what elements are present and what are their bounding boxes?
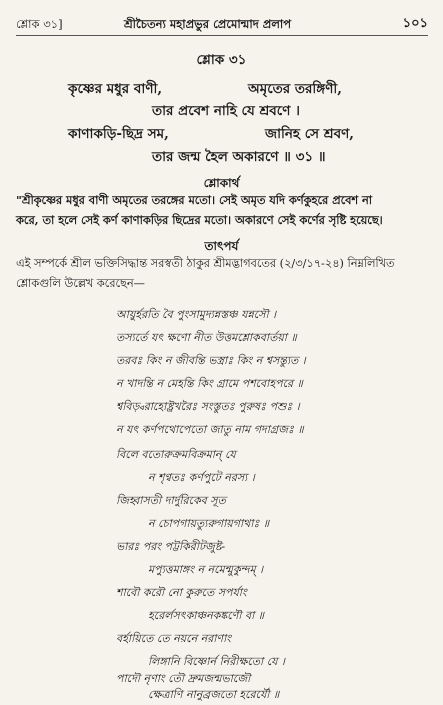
- translation-line: "শ্রীকৃষ্ণের মধুর বাণী অমৃতের তরঙ্গের মতো। সেই অমৃত যদি কর্ণকুহরে প্রবেশ না: [16, 193, 373, 207]
- sanskrit-line: ভারঃ পরং পট্টকিরীটজুষ্ট-: [116, 540, 226, 553]
- sanskrit-line: ন চোপগায়ত্যুরুগায়গাথাঃ ॥: [148, 517, 270, 530]
- purport-text: [16, 254, 428, 294]
- sanskrit-line: শ্ববিড়্বরাহোষ্ট্রখরৈঃ সংস্তুতঃ পুরুষঃ পশুঃ ।: [116, 400, 300, 413]
- purport-line: শ্লোকগুলি উল্লেখ করেছেন—: [16, 277, 145, 290]
- header-rule: [16, 35, 428, 36]
- sanskrit-line: শাবৌ করৌ নো কুরুতে সপর্যাং: [116, 586, 247, 599]
- sanskrit-line: ন যৎ কর্ণপথোপেতো জাতু নাম গদাগ্রজঃ ॥: [116, 423, 304, 436]
- translation-text: [16, 190, 428, 230]
- header-verse-ref: শ্লোক ৩১]: [16, 17, 63, 31]
- sanskrit-line: জিহ্বাসতী দার্দুরিকেব সূত: [116, 494, 226, 507]
- translation-line: করে, তা হলে সেই কর্ণ কাণাকড়ির ছিদ্রের মতো। অকারণে সেই কর্ণের সৃষ্টি হয়েছে।: [16, 213, 383, 227]
- sanskrit-line: বর্হায়িতে তে নয়নে নরাণাং: [116, 632, 232, 645]
- verse-line-2: তার প্রবেশ নাহি যে শ্রবণে ।: [152, 103, 300, 119]
- sanskrit-line: বিলে বতোরুক্রমবিক্রমান্ যে: [116, 448, 236, 461]
- sanskrit-line: হরের্লসৎকাঞ্চনকঙ্কণৌ বা ॥: [148, 609, 264, 622]
- sanskrit-line: ক্ষেত্রাণি নানুব্রজতো হরের্যৌ ॥: [148, 688, 280, 701]
- sanskrit-line: ন খাদন্তি ন মেহন্তি কিং গ্রামে পশবোহপরে ॥: [116, 377, 303, 390]
- verse-line-1a: কৃষ্ণের মধুর বাণী,: [68, 81, 163, 97]
- sanskrit-line: লিঙ্গানি বিষ্ণোর্ন নিরীক্ষতো যে ।: [148, 655, 285, 668]
- sanskrit-line: ন শৃণ্বতঃ কর্ণপুটে নরস্য ।: [148, 471, 255, 484]
- sanskrit-line: পাদৌ নৃণাং তৌ দ্রুমজন্মভাজৌ: [116, 672, 251, 685]
- sanskrit-line: তস্যর্তে যৎ ক্ষণো নীত উত্তমশ্লোকবার্তয়া ॥: [116, 331, 297, 344]
- translation-heading: শ্লোকার্থ: [203, 176, 240, 190]
- sanskrit-line: আয়ুর্হরতি বৈ পুংসামুদ্যন্নস্তঞ্চ যন্নসৌ ।: [116, 308, 277, 321]
- verse-line-3a: কাণাকড়ি-ছিদ্র সম,: [68, 126, 169, 142]
- running-header: [16, 14, 428, 36]
- sanskrit-line: মপ্যুত্তমাঙ্গং ন নমেন্মুকুন্দম্ ।: [148, 563, 263, 576]
- sanskrit-line: তরবঃ কিং ন জীবন্তি ভস্ত্রাঃ কিং ন শ্বসন্ত্যুত ।: [116, 354, 306, 367]
- purport-line: এই সম্পর্কে শ্রীল ভক্তিসিদ্ধান্ত সরস্বতী ঠাকুর শ্রীমদ্ভাগবতের (২/৩/১৭-২৪) নিম্নলিখিত: [16, 257, 395, 270]
- verse-line-3b: জানিহ সে শ্রবণ,: [265, 126, 354, 142]
- verse-line-1b: অমৃতের তরঙ্গিণী,: [248, 81, 342, 97]
- page-number: ১০১: [402, 16, 428, 31]
- verse-line-4: তার জন্ম হৈল অকারণে ॥ ৩১ ॥: [152, 149, 326, 165]
- verse-title: শ্লোক ৩১: [196, 52, 247, 68]
- purport-heading: তাৎপর্য: [204, 239, 239, 253]
- header-chapter-title: শ্রীচৈতন্য মহাপ্রভুর প্রেমোন্মাদ প্রলাপ: [124, 17, 292, 31]
